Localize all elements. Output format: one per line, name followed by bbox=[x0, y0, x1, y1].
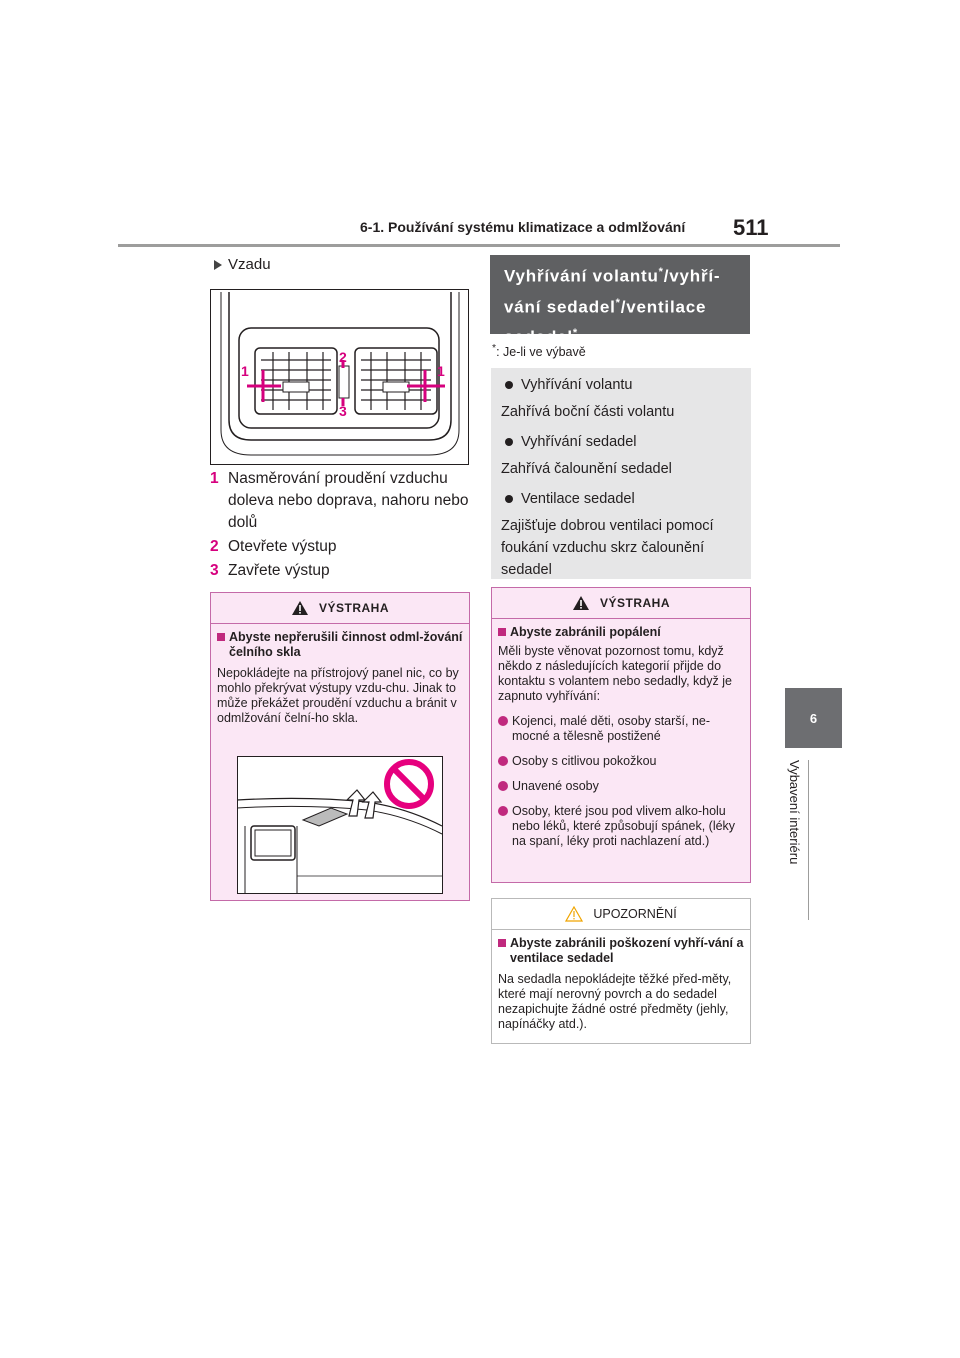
notice-body: Na sedadla nepokládejte těžké před-měty, které mají nerovný povrch a do sedadel nezapichujte žádné ostré předměty (jehly, napínáčky atd.). bbox=[498, 972, 732, 1031]
bullet-dot-icon bbox=[505, 381, 513, 389]
figure-label-1-left: 1 bbox=[241, 363, 249, 379]
notice-header bbox=[492, 899, 750, 930]
chapter-label: Vybavení interiéru bbox=[787, 760, 802, 865]
warning-subhead: Abyste zabránili popálení bbox=[510, 625, 661, 639]
bullet-dot-icon bbox=[505, 495, 513, 503]
warning-title: VÝSTRAHA bbox=[318, 601, 389, 615]
heading-star-3: * bbox=[572, 327, 579, 340]
bullet-dot-icon bbox=[505, 438, 513, 446]
square-bullet-icon bbox=[498, 628, 506, 636]
rear-title: Vzadu bbox=[228, 256, 271, 273]
warning-header bbox=[492, 588, 750, 619]
feature-desc: Zajišťuje dobrou ventilaci pomocí foukání vzduchu skrz čalounění sedadel bbox=[501, 518, 714, 578]
triangle-bullet-icon bbox=[214, 260, 222, 270]
bullet-dot-icon bbox=[498, 781, 508, 791]
warning-triangle-icon bbox=[572, 595, 590, 611]
page-number: 511 bbox=[733, 215, 769, 240]
square-bullet-icon bbox=[217, 633, 225, 641]
step-text: Nasměrování proudění vzduchu doleva nebo doprava, nahoru nebo dolů bbox=[228, 470, 469, 531]
side-rule bbox=[808, 760, 809, 920]
warning-bullet bbox=[498, 714, 744, 744]
step-text: Zavřete výstup bbox=[228, 562, 330, 579]
step-item bbox=[210, 536, 472, 558]
step-item bbox=[210, 560, 472, 582]
bullet-text: Osoby, které jsou pod vlivem alko-holu nebo léků, které způsobují spánek, (léky na spaní, léky proti nachlazení atd.) bbox=[512, 804, 736, 848]
figure-label-3: 3 bbox=[339, 403, 347, 419]
warning-title: VÝSTRAHA bbox=[599, 596, 670, 610]
footnote-text: : Je-li ve výbavě bbox=[496, 345, 586, 360]
warning-intro: Měli byste věnovat pozornost tomu, když někdo z následujících kategorií přijde do kontaktu s volantem nebo sedadly, když je zapnuto vyhřívání: bbox=[498, 644, 732, 703]
warning-body: Nepokládejte na přístrojový panel nic, co by mohlo překrývat výstupy vzdu-chu. Jinak to může překážet proudění vzduchu a bránit v odmlžování čelní-ho skla. bbox=[217, 666, 459, 725]
bullet-text: Osoby s citlivou pokožkou bbox=[512, 754, 657, 768]
feature-title: Vyhřívání volantu bbox=[521, 377, 633, 393]
bullet-dot-icon bbox=[498, 756, 508, 766]
heading-part-2: /vyhří-vání sedadel bbox=[504, 266, 721, 317]
rear-vent-figure bbox=[210, 289, 469, 465]
notice-subhead: Abyste zabránili poškození vyhří-vání a ventilace sedadel bbox=[510, 936, 744, 965]
feature-desc: Zahřívá čalounění sedadel bbox=[501, 461, 672, 477]
warning-box-burns bbox=[491, 587, 751, 883]
heading-part-1: Vyhřívání volantu bbox=[504, 266, 659, 286]
chapter-tab: 6 bbox=[785, 688, 842, 748]
feature-title-row bbox=[501, 374, 741, 396]
feature-desc: Zahřívá boční části volantu bbox=[501, 404, 675, 420]
section-title: 6-1. Používání systému klimatizace a odmlžování bbox=[360, 219, 686, 235]
dashboard-prohibited-figure bbox=[237, 756, 443, 894]
heading-star-2: * bbox=[615, 296, 621, 309]
warning-bullet bbox=[498, 804, 744, 849]
warning-header bbox=[211, 593, 469, 624]
bullet-dot-icon bbox=[498, 716, 508, 726]
feature-title: Ventilace sedadel bbox=[521, 491, 635, 507]
bullet-dot-icon bbox=[498, 806, 508, 816]
step-text: Otevřete výstup bbox=[228, 538, 337, 555]
feature-title: Vyhřívání sedadel bbox=[521, 434, 637, 450]
footnote bbox=[492, 343, 586, 359]
heated-features-heading bbox=[490, 255, 750, 347]
step-item bbox=[210, 468, 472, 534]
step-number: 2 bbox=[210, 538, 219, 555]
warning-box-defog bbox=[210, 592, 470, 901]
step-number: 3 bbox=[210, 562, 219, 579]
footnote-mark: * bbox=[492, 343, 497, 354]
feature-title-row bbox=[501, 431, 741, 453]
heading-star-1: * bbox=[658, 266, 664, 278]
figure-label-1-right: 1 bbox=[437, 363, 445, 379]
warning-triangle-icon bbox=[291, 600, 309, 616]
chapter-label-wrap bbox=[788, 760, 806, 920]
header-rule bbox=[118, 244, 840, 247]
notice-box bbox=[491, 898, 751, 1044]
notice-title: UPOZORNĚNÍ bbox=[593, 907, 677, 921]
warning-bullet bbox=[498, 779, 744, 794]
step-list bbox=[210, 468, 472, 584]
features-list bbox=[491, 368, 751, 579]
warning-subhead: Abyste nepřerušili činnost odml-žování čelního skla bbox=[229, 630, 463, 659]
square-bullet-icon bbox=[498, 939, 506, 947]
figure-label-2: 2 bbox=[339, 349, 347, 365]
step-number: 1 bbox=[210, 470, 219, 487]
rear-vent-illustration bbox=[211, 290, 468, 464]
rear-heading bbox=[214, 256, 271, 273]
feature-title-row bbox=[501, 488, 741, 510]
bullet-text: Unavené osoby bbox=[512, 779, 599, 793]
heading-part-3: /ventilace sedadel bbox=[504, 297, 707, 347]
bullet-text: Kojenci, malé děti, osoby starší, ne-mocné a tělesně postižené bbox=[512, 714, 711, 743]
caution-outline-icon bbox=[565, 906, 583, 922]
warning-bullet bbox=[498, 754, 744, 769]
